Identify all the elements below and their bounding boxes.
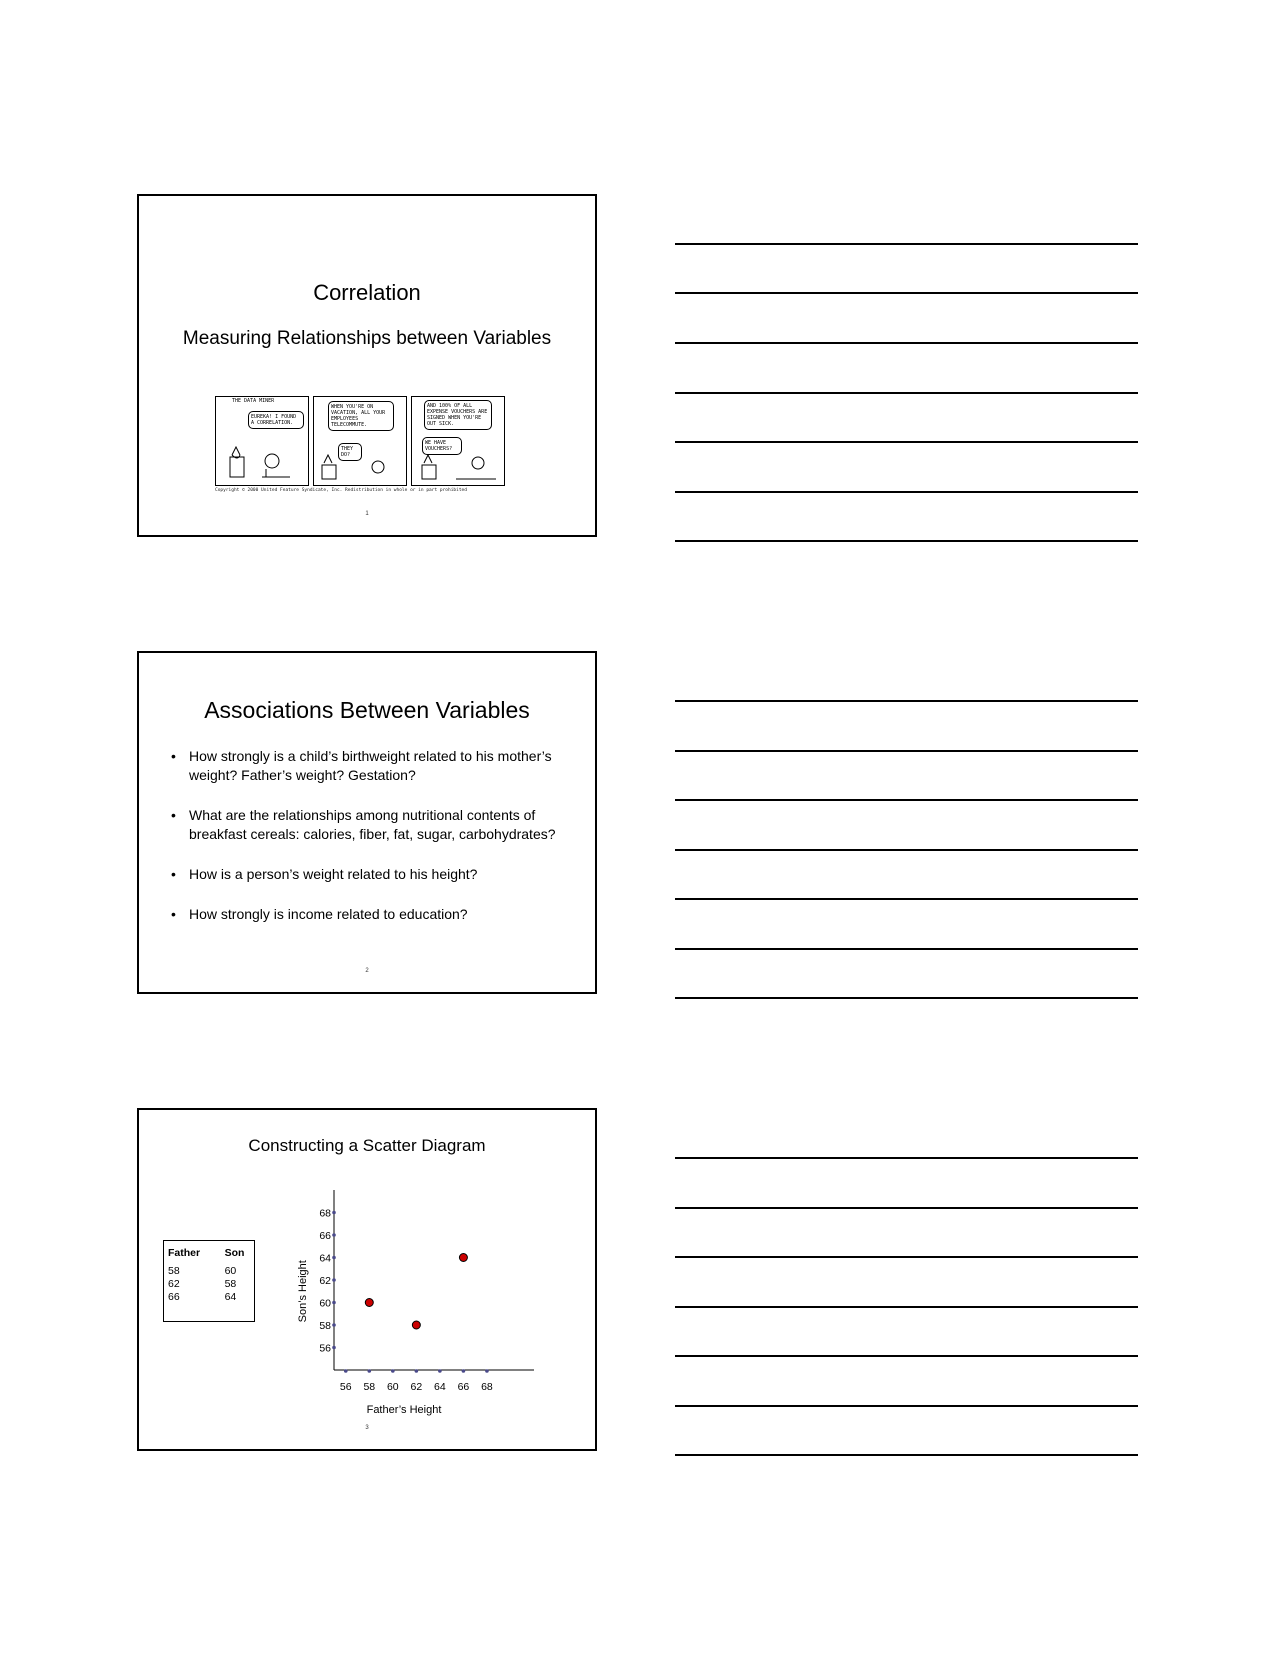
slide-1 [137, 194, 597, 537]
notes-line [675, 243, 1138, 245]
x-tick-label: 58 [363, 1381, 376, 1393]
notes-line [675, 342, 1138, 344]
notes-line [675, 1306, 1138, 1308]
x-tick-label: 60 [386, 1381, 399, 1393]
dilbert-comic-strip [215, 396, 505, 504]
scatter-diagram [294, 1180, 534, 1420]
y-tick-dot [332, 1346, 336, 1350]
notes-line [675, 1207, 1138, 1209]
x-tick-label: 56 [339, 1381, 352, 1393]
slide-number: 1 [365, 511, 369, 517]
slide-number: 3 [365, 1425, 369, 1431]
slide-3 [137, 1108, 597, 1451]
y-tick-dot [332, 1323, 336, 1327]
y-tick-label: 56 [319, 1342, 331, 1355]
x-tick-dot [438, 1369, 442, 1373]
notes-line [675, 491, 1138, 493]
notes-line [675, 849, 1138, 851]
notes-line [675, 1256, 1138, 1258]
notes-line [675, 1157, 1138, 1159]
comic-figures-3 [412, 397, 504, 485]
slide-title: Constructing a Scatter Diagram [248, 1136, 486, 1155]
x-tick-label: 62 [410, 1381, 423, 1393]
y-tick-label: 68 [319, 1207, 331, 1220]
table-header-father: Father [168, 1247, 201, 1259]
slide-2 [137, 651, 597, 994]
comic-panel-1 [215, 396, 309, 486]
table-header-son: Son [224, 1247, 245, 1259]
x-tick-dot [344, 1369, 348, 1373]
x-tick-dot [367, 1369, 371, 1373]
comic-figures-2 [314, 397, 406, 485]
y-axis-label: Son’s Height [297, 1260, 309, 1323]
y-tick-dot [332, 1278, 336, 1282]
table-cell: 58 [224, 1278, 237, 1290]
table-cell: 66 [168, 1291, 180, 1303]
x-tick-dot [415, 1369, 419, 1373]
bullet-item: • What are the relationships among nutritional contents of breakfast cereals: calories, fiber, fat, sugar, carbohydrates? [171, 806, 567, 844]
notes-line [675, 392, 1138, 394]
notes-line [675, 750, 1138, 752]
comic-copyright: Copyright © 2000 United Feature Syndicate, Inc. Redistribution in whole or in part prohibited [215, 488, 467, 493]
slide-number: 2 [365, 968, 369, 974]
x-tick-dot [485, 1369, 489, 1373]
bullet-item: • How strongly is income related to education? [171, 905, 567, 924]
table-cell: 58 [168, 1265, 180, 1277]
y-tick-dot [332, 1256, 336, 1260]
bullet-item: • How is a person’s weight related to his height? [171, 865, 567, 884]
y-tick-label: 62 [319, 1275, 331, 1287]
y-tick-label: 64 [319, 1252, 331, 1265]
x-tick-dot [462, 1369, 466, 1373]
notes-line [675, 292, 1138, 294]
slide-subtitle: Measuring Relationships between Variables [182, 328, 552, 349]
notes-line [675, 1405, 1138, 1407]
notes-line [675, 948, 1138, 950]
notes-line [675, 898, 1138, 900]
notes-line [675, 799, 1138, 801]
data-point [459, 1254, 467, 1262]
notes-line [675, 1454, 1138, 1456]
x-tick-label: 68 [481, 1381, 493, 1393]
table-cell: 62 [168, 1278, 180, 1290]
father-son-table [163, 1240, 255, 1322]
comic-panel-2 [313, 396, 407, 486]
notes-line [675, 700, 1138, 702]
notes-line [675, 1355, 1138, 1357]
comic-bubble-1: EUREKA! I FOUND A CORRELATION. [248, 411, 304, 429]
slide-title: Correlation [313, 280, 421, 305]
x-axis-label: Father’s Height [366, 1404, 442, 1416]
x-tick-label: 64 [434, 1381, 446, 1393]
comic-strip-title: THE DATA MINER [232, 398, 275, 404]
comic-bubble-2: WHEN YOU'RE ON VACATION, ALL YOUR EMPLOYEES TELECOMMUTE. [328, 401, 394, 431]
y-tick-dot [332, 1211, 336, 1215]
slide-title: Associations Between Variables [204, 697, 530, 723]
table-row [168, 1265, 250, 1278]
y-tick-label: 60 [319, 1297, 331, 1310]
y-tick-label: 58 [319, 1320, 331, 1332]
notes-line [675, 997, 1138, 999]
data-point [412, 1321, 420, 1329]
y-tick-dot [332, 1233, 336, 1237]
comic-bubble-3: AND 100% OF ALL EXPENSE VOUCHERS ARE SIGNED WHEN YOU'RE OUT SICK. [424, 400, 492, 430]
table-cell: 60 [224, 1265, 237, 1277]
y-tick-label: 66 [319, 1230, 331, 1242]
comic-panel-3 [411, 396, 505, 486]
notes-line [675, 540, 1138, 542]
bullet-item: • How strongly is a child’s birthweight related to his mother’s weight? Father’s weight? Gestation? [171, 747, 567, 785]
table-cell: 64 [224, 1291, 237, 1303]
comic-reply-2: THEY DO? [338, 443, 362, 461]
notes-line [675, 441, 1138, 443]
x-tick-dot [391, 1369, 395, 1373]
comic-reply-3: WE HAVE VOUCHERS? [422, 437, 462, 455]
data-point [365, 1299, 373, 1307]
y-tick-dot [332, 1301, 336, 1305]
table-row [168, 1278, 250, 1291]
table-row [168, 1291, 250, 1304]
x-tick-label: 66 [457, 1381, 470, 1393]
comic-figures-1 [216, 397, 308, 485]
bullet-list [171, 747, 567, 945]
